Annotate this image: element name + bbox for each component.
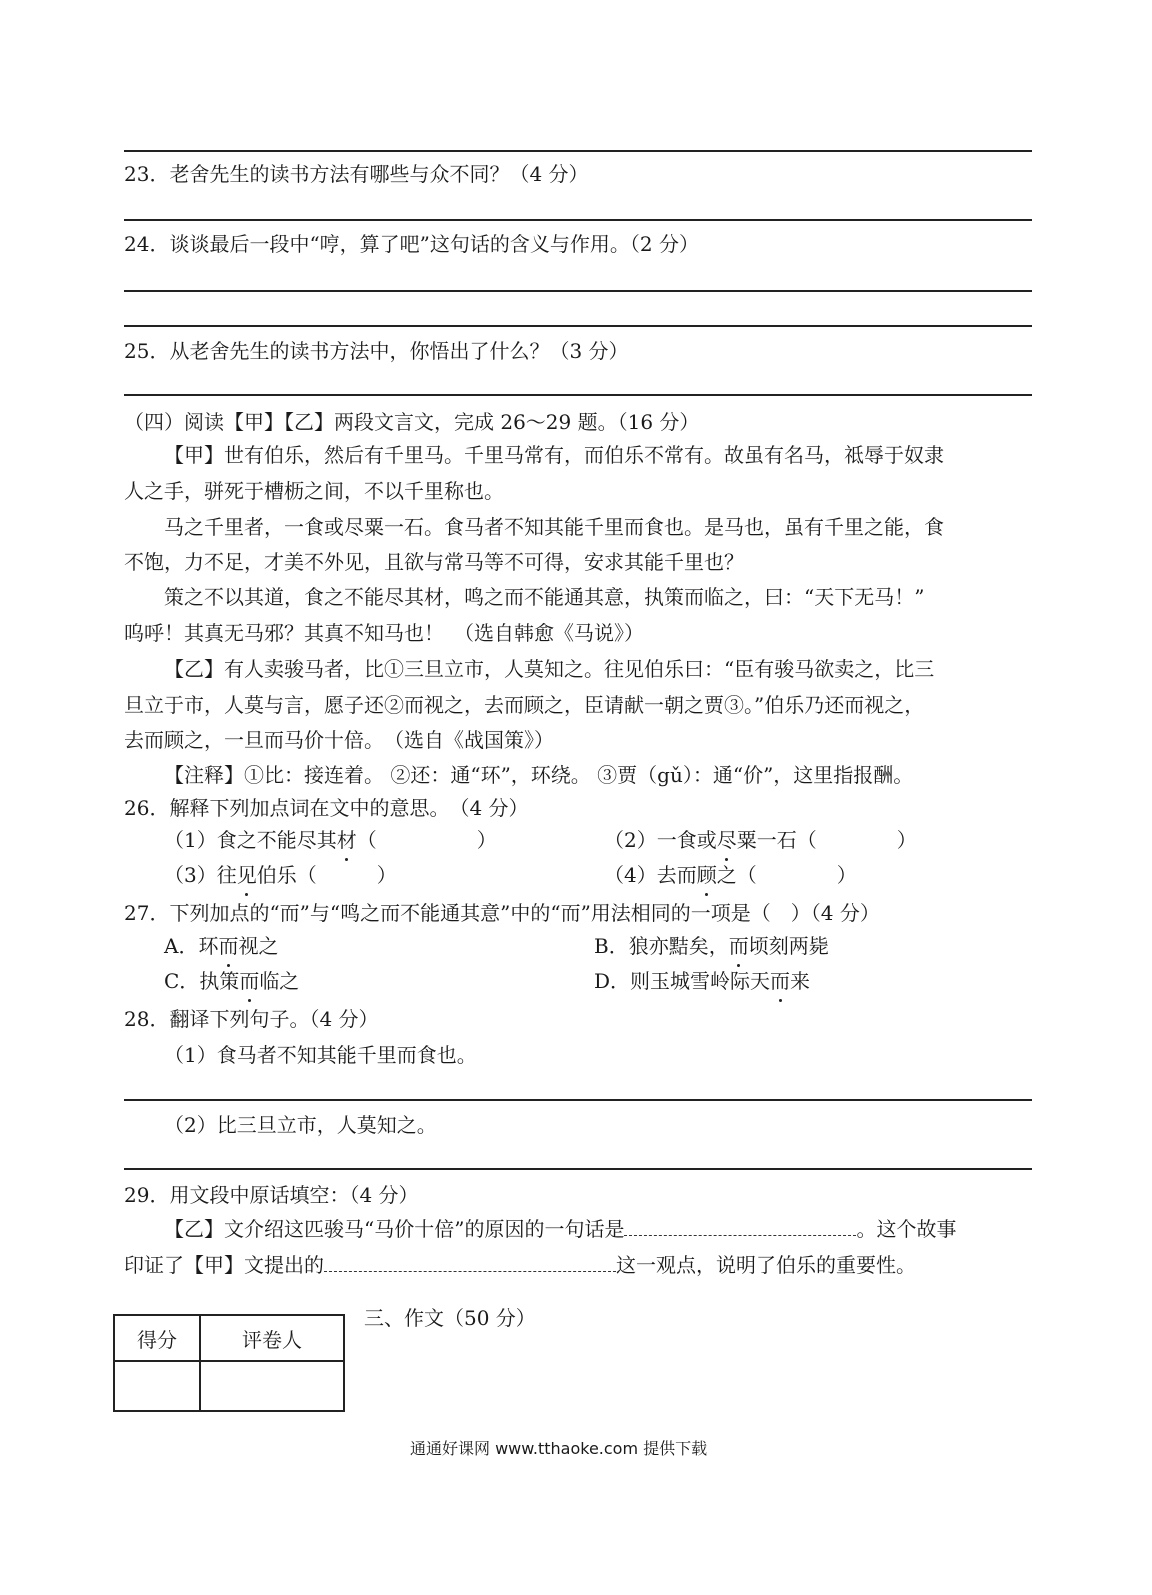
q26-item-2: （2）一食或尽粟一石（ ）	[604, 828, 917, 852]
q28-sentence-2: （2）比三旦立市，人莫知之。	[164, 1113, 437, 1137]
jia-paragraph-3: 策之不以其道，食之不能尽其材，鸣之而不能通其意，执策而临之，曰：“天下无马！”	[164, 585, 925, 609]
question-24: 24．谈谈最后一段中“哼，算了吧”这句话的含义与作用。（2 分）	[124, 232, 699, 256]
question-27-title: 27．下列加点的“而”与“鸣之而不能通其意”中的“而”用法相同的一项是（ ）（4 分）	[124, 901, 880, 925]
footer-source: 通通好课网 www.tthaoke.com 提供下载	[410, 1439, 708, 1458]
q27-option-b: B．狼亦黠矣，而顷刻两毙	[594, 934, 829, 958]
question-23: 23．老舍先生的读书方法有哪些与众不同？（4 分）	[124, 162, 589, 186]
annotations: 【注释】①比：接连着。 ②还：通“环”，环绕。 ③贾（gǔ）：通“价”，这里指报酬。	[164, 763, 914, 787]
q27-option-c: C．执策而临之	[164, 969, 300, 993]
dotted-word: 而	[218, 934, 239, 958]
fill-blank-2[interactable]	[324, 1251, 616, 1272]
dotted-word: 见	[236, 863, 257, 887]
answer-line	[124, 325, 1032, 327]
q27-option-a: A．环而视之	[164, 934, 279, 958]
q26-item-3: （3）往见伯乐（ ）	[164, 863, 397, 887]
q27-option-d: D．则玉城雪岭际天而来	[594, 969, 811, 993]
jia-paragraph-1-cont: 人之手，骈死于槽枥之间，不以千里称也。	[124, 479, 504, 503]
section-3-title: 三、作文（50 分）	[364, 1306, 536, 1330]
yi-line-3: 去而顾之，一旦而马价十倍。 （选自《战国策》）	[124, 728, 554, 752]
jia-paragraph-1: 【甲】世有伯乐，然后有千里马。千里马常有，而伯乐不常有。故虽有名马，祗辱于奴隶	[164, 443, 944, 467]
q29-line-1: 【乙】文介绍这匹骏马“马价十倍”的原因的一句话是 。这个故事	[164, 1217, 957, 1241]
dotted-word: 而	[770, 969, 791, 993]
dotted-word: 材	[336, 828, 357, 852]
q26-item-4: （4）去而顾之（ ）	[604, 863, 857, 887]
reviewer-cell[interactable]	[200, 1361, 344, 1411]
dotted-word: 尽	[716, 828, 737, 852]
answer-line	[124, 1099, 1032, 1101]
section-4-title: （四）阅读【甲】【乙】两段文言文，完成 26～29 题。（16 分）	[124, 410, 700, 434]
score-cell[interactable]	[114, 1361, 200, 1411]
yi-line-1: 【乙】有人卖骏马者，比①三旦立市，人莫知之。往见伯乐曰：“臣有骏马欲卖之，比三	[164, 657, 935, 681]
fill-blank-1[interactable]	[624, 1215, 856, 1236]
q26-item-1: （1）食之不能尽其材（ ）	[164, 828, 497, 852]
q29-line-2: 印证了【甲】文提出的 这一观点，说明了伯乐的重要性。	[124, 1253, 916, 1277]
score-header: 得分	[114, 1315, 200, 1361]
dotted-word: 而	[728, 934, 749, 958]
answer-line	[124, 290, 1032, 292]
yi-line-2: 旦立于市，人莫与言，愿子还②而视之，去而顾之，臣请献一朝之贾③。”伯乐乃还而视之，	[124, 693, 925, 717]
answer-line	[124, 150, 1032, 152]
jia-paragraph-2-cont: 不饱，力不足，才美不外见，且欲与常马等不可得，安求其能千里也？	[124, 550, 744, 574]
question-26-title: 26．解释下列加点词在文中的意思。 （4 分）	[124, 796, 529, 820]
reviewer-header: 评卷人	[200, 1315, 344, 1361]
question-29-title: 29．用文段中原话填空：（4 分）	[124, 1183, 419, 1207]
dotted-word: 而	[239, 969, 260, 993]
question-25: 25．从老舍先生的读书方法中，你悟出了什么？（3 分）	[124, 339, 629, 363]
q28-sentence-1: （1）食马者不知其能千里而食也。	[164, 1043, 477, 1067]
grading-table	[113, 1314, 345, 1412]
answer-line	[124, 219, 1032, 221]
answer-line	[124, 394, 1032, 396]
answer-line	[124, 1168, 1032, 1170]
jia-paragraph-2: 马之千里者，一食或尽粟一石。食马者不知其能千里而食也。是马也，虽有千里之能，食	[164, 515, 944, 539]
dotted-word: 顾	[696, 863, 717, 887]
jia-paragraph-3-cont: 呜呼！其真无马邪？其真不知马也！ （选自韩愈《马说》）	[124, 621, 644, 645]
question-28-title: 28．翻译下列句子。（4 分）	[124, 1007, 379, 1031]
